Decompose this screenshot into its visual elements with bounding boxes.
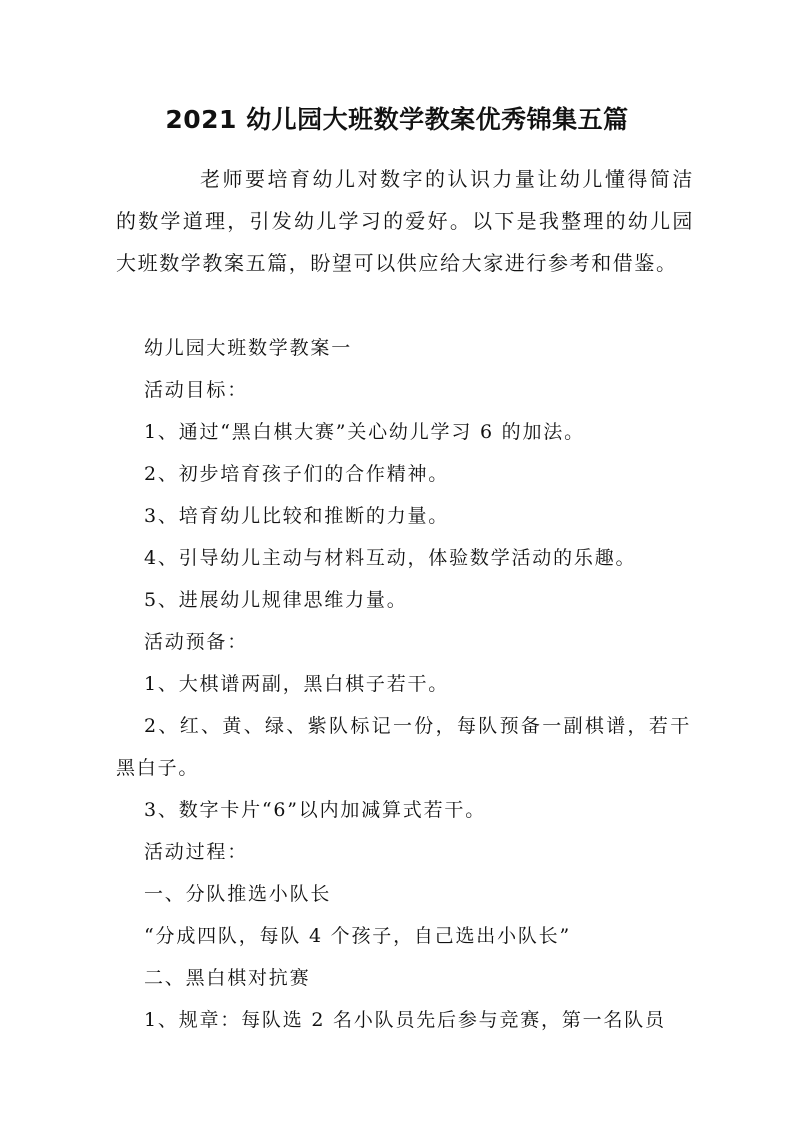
document-title: 2021 幼儿园大班数学教案优秀锦集五篇 xyxy=(165,105,629,134)
prep-item: 2、红、黄、绿、紫队标记一份，每队预备一副棋谱，若干黑白子。 xyxy=(116,715,691,779)
process-item: 1、规章：每队选 2 名小队员先后参与竞赛，第一名队员 xyxy=(144,1009,666,1031)
goal-item: 2、初步培育孩子们的合作精神。 xyxy=(144,463,450,485)
process-heading: 活动过程： xyxy=(144,841,249,863)
goals-heading: 活动目标： xyxy=(144,379,249,401)
process-item: 一、分队推选小队长 xyxy=(144,883,332,905)
prep-item: 1、大棋谱两副，黑白棋子若干。 xyxy=(144,673,450,695)
section-heading: 幼儿园大班数学教案一 xyxy=(144,337,353,359)
prep-heading: 活动预备： xyxy=(144,631,249,653)
goal-item: 4、引导幼儿主动与材料互动，体验数学活动的乐趣。 xyxy=(144,547,637,569)
goal-item: 3、培育幼儿比较和推断的力量。 xyxy=(144,505,450,527)
process-item: 二、黑白棋对抗赛 xyxy=(144,967,311,989)
goal-item: 1、通过“黑白棋大赛”关心幼儿学习 6 的加法。 xyxy=(144,421,585,443)
prep-item: 3、数字卡片“6”以内加减算式若干。 xyxy=(144,799,487,821)
intro-paragraph: 老师要培育幼儿对数字的认识力量让幼儿懂得简洁的数学道理，引发幼儿学习的爱好。以下是我整理的幼儿园大班数学教案五篇，盼望可以供应给大家进行参考和借鉴。 xyxy=(116,167,694,275)
process-item: “分成四队，每队 4 个孩子，自己选出小队长” xyxy=(144,925,571,947)
goal-item: 5、进展幼儿规律思维力量。 xyxy=(144,589,408,611)
